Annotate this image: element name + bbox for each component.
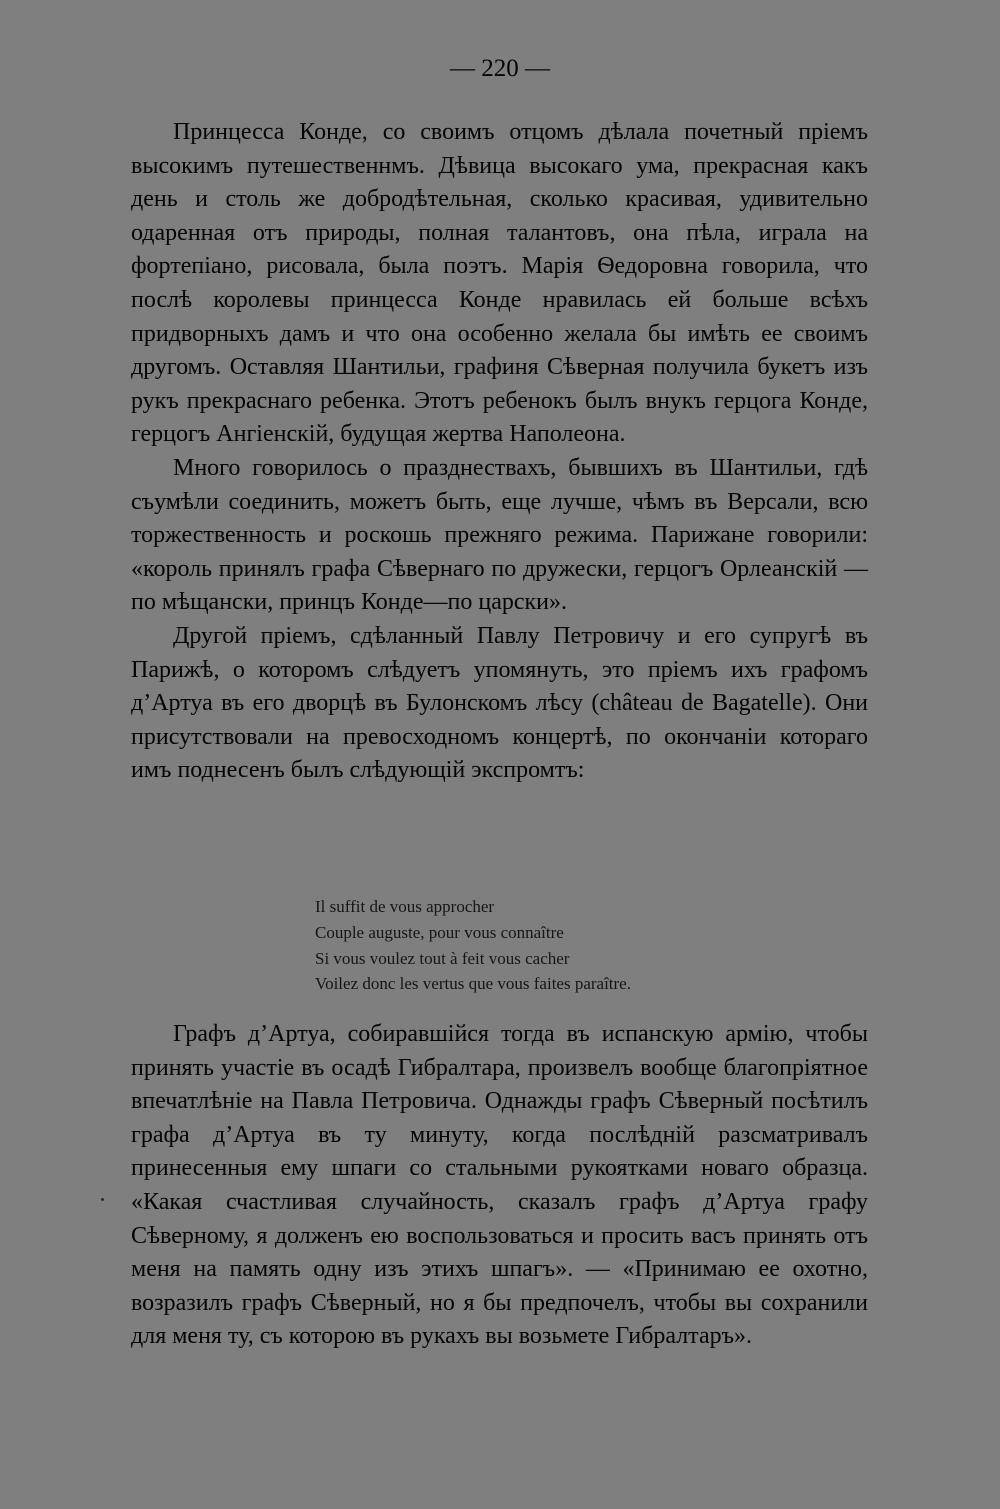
paragraph-chantilly-festivities: Много говорилось о празднествахъ, бывшихъ въ Шантильи, гдѣ съумѣли соединить, можетъ быть, еще лучше, чѣмъ въ Версали, всю торжественность и роскошь прежняго режима. Парижане говорили: «король принялъ графа Сѣвернаго по дружески, герцогъ Орлеанскій — по мѣщански, принцъ Конде—по царски». <box>131 454 868 616</box>
paragraph-count-artois-swords: Графъ д’Артуа, собиравшійся тогда въ испанскую армію, чтобы принять участіе въ осадѣ Гибралтара, произвелъ вообще благопріятное впечатлѣніе на Павла Петровича. Однажды графъ Сѣверный посѣтилъ графа д’Артуа въ ту минуту, когда послѣдній разсматривалъ принесенныя ему шпаги со стальными рукоятками новаго образца. «Какая счастливая случайность, сказалъ графъ д’Артуа графу Сѣверному, я долженъ ею воспользоваться и просить васъ принять отъ меня на память одну изъ этихъ шпагъ». — «Принимаю ее охотно, возразилъ графъ Сѣверный, но я бы предпочелъ, чтобы вы сохранили для меня ту, съ которою въ рукахъ вы возьмете Гибралтаръ». <box>131 1021 868 1350</box>
paragraph-princess-conde: Принцесса Конде, со своимъ отцомъ дѣлала почетный пріемъ высокимъ путешественнмъ. Дѣвица высокаго ума, прекрасная какъ день и столь же добродѣтельная, сколько красивая, удивительно одаренная отъ природы, полная талантовъ, она пѣла, играла на фортепіано, рисовала, была поэтъ. Марія Ѳедоровна говорила, что послѣ королевы принцесса Конде нравилась ей больше всѣхъ придворныхъ дамъ и что она особенно желала бы имѣть ее своимъ другомъ. Оставляя Шантильи, графиня Сѣверная получила букетъ изъ рукъ прекраснаго ребенка. Этотъ ребенокъ былъ внукъ герцога Конде, герцогъ Ангіенскій, будущая жертва Наполеона. <box>131 119 868 448</box>
poem-line-2: Couple auguste, pour vous connaître <box>315 922 564 942</box>
impromptu-poem <box>315 894 815 997</box>
poem-line-1: Il suffit de vous approcher <box>315 897 495 916</box>
page-number: — 220 — <box>450 55 550 82</box>
poem-line-3: Si vous voulez tout à feit vous cacher <box>315 948 570 968</box>
text-block-before-poem <box>131 116 868 788</box>
poem-line-4: Voilez donc les vertus que vous faites paraître. <box>315 974 631 994</box>
paper-speck <box>101 1198 104 1201</box>
text-block-after-poem <box>131 1018 868 1354</box>
paragraph-bagatelle-reception: Другой пріемъ, сдѣланный Павлу Петровичу и его супругѣ въ Парижѣ, о которомъ слѣдуетъ упомянуть, это пріемъ ихъ графомъ д’Артуа въ его дворцѣ въ Булонскомъ лѣсу (château de Bagatelle). Они присутствовали на превосходномъ концертѣ, по окончаніи котораго имъ поднесенъ былъ слѣдующій экспромтъ: <box>131 622 868 784</box>
